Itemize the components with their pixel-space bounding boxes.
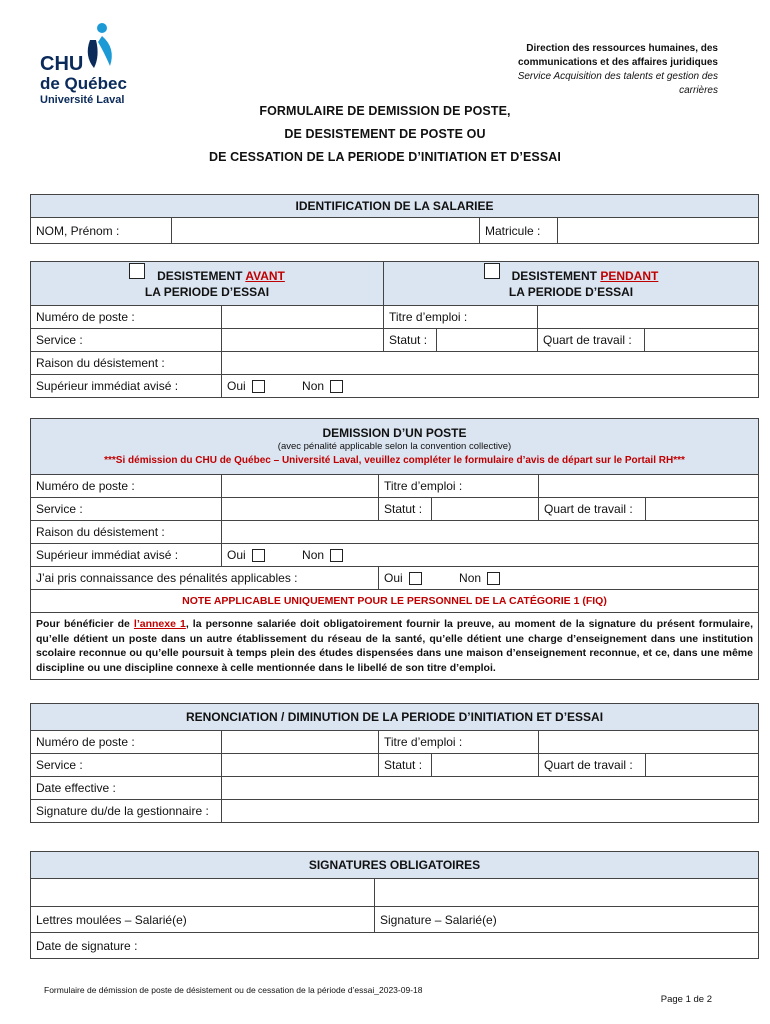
superieur-label: Supérieur immédiat avisé : — [31, 375, 222, 398]
quart-label: Quart de travail : — [539, 498, 646, 521]
signature-label: Signature – Salarié(e) — [375, 907, 759, 933]
desistement-avant-header — [31, 262, 384, 306]
header-line-1: Direction des ressources humaines, des — [526, 43, 718, 54]
date-label: Date effective : — [31, 777, 222, 800]
quart-field[interactable] — [646, 498, 759, 521]
titre-label: Titre d’emploi : — [384, 306, 538, 329]
page-number: Page 1 de 2 — [660, 994, 712, 1005]
raison-label: Raison du désistement : — [31, 352, 222, 375]
signature-field[interactable] — [375, 879, 759, 907]
demission-header — [31, 419, 759, 475]
raison-label: Raison du désistement : — [31, 521, 222, 544]
logo-figure-icon — [80, 22, 120, 74]
non-label: Non — [302, 547, 325, 562]
service-field[interactable] — [222, 498, 379, 521]
desistement-avant-checkbox[interactable] — [129, 263, 145, 279]
oui-checkbox[interactable] — [409, 572, 422, 585]
matricule-label: Matricule : — [480, 218, 558, 244]
desistement-section — [30, 261, 759, 398]
quart-field[interactable] — [645, 329, 759, 352]
statut-field[interactable] — [437, 329, 538, 352]
header-line-4: carrières — [679, 85, 718, 96]
lettres-label: Lettres moulées – Salarié(e) — [31, 907, 375, 933]
oui-label: Oui — [227, 547, 246, 562]
logo-quebec: de Québec — [40, 74, 127, 93]
statut-label: Statut : — [379, 754, 432, 777]
desistement-pendant-sub: LA PERIODE D’ESSAI — [508, 284, 634, 299]
service-label: Service : — [31, 498, 222, 521]
matricule-field[interactable] — [558, 218, 759, 244]
service-field[interactable] — [222, 754, 379, 777]
name-label: NOM, Prénom : — [31, 218, 172, 244]
note-heading: NOTE APPLICABLE UNIQUEMENT POUR LE PERSONNEL DE LA CATÉGORIE 1 (FIQ) — [31, 590, 759, 613]
service-field[interactable] — [222, 329, 384, 352]
lettres-field[interactable] — [31, 879, 375, 907]
oui-label: Oui — [384, 570, 403, 585]
desistement-pendant-text: DESISTEMENT — [511, 268, 601, 283]
desistement-pendant-word: PENDANT — [600, 268, 659, 283]
demission-sub: (avec pénalité applicable selon la convention collective) — [277, 440, 512, 452]
name-field[interactable] — [172, 218, 480, 244]
non-checkbox[interactable] — [330, 380, 343, 393]
title-line-2: DE DESISTEMENT DE POSTE OU — [284, 127, 486, 141]
note-text-c: , la personne salariée doit obligatoirement fournir la preuve, au moment de la signature du présent formulaire, qu’elle détient un poste dans un autre établissement du réseau de la santé, qu’elle détient une charge d’enseignement dans une institution scolaire reconnue ou qu’elle poursuit à temps plein des études dispensées dans une maison d’enseignement reconnue, et ce, dans une même discipline ou une discipline connexe à celle mentionnée dans le libellé de son titre d’emploi. — [36, 618, 753, 674]
header-line-2: communications et des affaires juridiques — [517, 57, 718, 68]
oui-label: Oui — [227, 378, 246, 393]
note-body — [31, 613, 759, 680]
poste-label: Numéro de poste : — [31, 475, 222, 498]
titre-field[interactable] — [538, 306, 759, 329]
title-line-1: FORMULAIRE DE DEMISSION DE POSTE, — [259, 104, 511, 118]
superieur-label: Supérieur immédiat avisé : — [31, 544, 222, 567]
quart-label: Quart de travail : — [538, 329, 645, 352]
poste-label: Numéro de poste : — [31, 731, 222, 754]
service-label: Service : — [31, 329, 222, 352]
penalites-options — [379, 567, 759, 590]
demission-heading: DEMISSION D’UN POSTE — [322, 425, 467, 440]
titre-label: Titre d’emploi : — [379, 475, 539, 498]
header-line-3: Service Acquisition des talents et gestion des — [517, 71, 718, 82]
signatures-section — [30, 851, 759, 959]
quart-label: Quart de travail : — [539, 754, 646, 777]
statut-label: Statut : — [379, 498, 432, 521]
demission-section — [30, 418, 759, 680]
signature-field[interactable] — [222, 800, 759, 823]
titre-field[interactable] — [539, 475, 759, 498]
desistement-avant-word: AVANT — [245, 268, 285, 283]
desistement-pendant-header — [384, 262, 759, 306]
poste-field[interactable] — [222, 306, 384, 329]
desistement-pendant-checkbox[interactable] — [484, 263, 500, 279]
superieur-options — [222, 544, 759, 567]
date-field[interactable] — [222, 777, 759, 800]
non-label: Non — [459, 570, 482, 585]
annexe-link[interactable]: l’annexe 1 — [133, 618, 186, 630]
non-label: Non — [302, 378, 325, 393]
logo-universite: Université Laval — [40, 94, 125, 106]
non-checkbox[interactable] — [330, 549, 343, 562]
title-line-3: DE CESSATION DE LA PERIODE D’INITIATION ET D’ESSAI — [208, 150, 562, 164]
renonciation-section — [30, 703, 759, 823]
chu-logo — [40, 22, 140, 106]
service-label: Service : — [31, 754, 222, 777]
statut-label: Statut : — [384, 329, 437, 352]
renonciation-heading: RENONCIATION / DIMINUTION DE LA PERIODE D’INITIATION ET D’ESSAI — [31, 704, 759, 731]
logo-chu: CHU — [40, 53, 84, 75]
statut-field[interactable] — [432, 498, 539, 521]
titre-field[interactable] — [539, 731, 759, 754]
desistement-avant-sub: LA PERIODE D’ESSAI — [144, 284, 270, 299]
titre-label: Titre d’emploi : — [379, 731, 539, 754]
penalites-label: J’ai pris connaissance des pénalités applicables : — [31, 567, 379, 590]
non-checkbox[interactable] — [487, 572, 500, 585]
quart-field[interactable] — [646, 754, 759, 777]
note-text-a: Pour bénéficier de — [36, 618, 134, 630]
date-signature-label: Date de signature : — [31, 933, 759, 959]
raison-field[interactable] — [222, 521, 759, 544]
signature-label: Signature du/de la gestionnaire : — [31, 800, 222, 823]
poste-field[interactable] — [222, 731, 379, 754]
department-header — [458, 42, 718, 98]
form-title — [0, 100, 770, 169]
poste-label: Numéro de poste : — [31, 306, 222, 329]
demission-warning: ***Si démission du CHU de Québec – Université Laval, veuillez compléter le formulaire d’avis de départ sur le Portail RH*** — [104, 454, 685, 466]
raison-field[interactable] — [222, 352, 759, 375]
oui-checkbox[interactable] — [252, 380, 265, 393]
superieur-options — [222, 375, 759, 398]
identification-section — [30, 194, 759, 244]
poste-field[interactable] — [222, 475, 379, 498]
oui-checkbox[interactable] — [252, 549, 265, 562]
footer-text: Formulaire de démission de poste de désistement ou de cessation de la période d’essai_2023-09-18 — [44, 985, 423, 995]
desistement-avant-text: DESISTEMENT — [157, 268, 246, 283]
identification-heading: IDENTIFICATION DE LA SALARIEE — [31, 195, 759, 218]
statut-field[interactable] — [432, 754, 539, 777]
signatures-heading: SIGNATURES OBLIGATOIRES — [31, 852, 759, 879]
